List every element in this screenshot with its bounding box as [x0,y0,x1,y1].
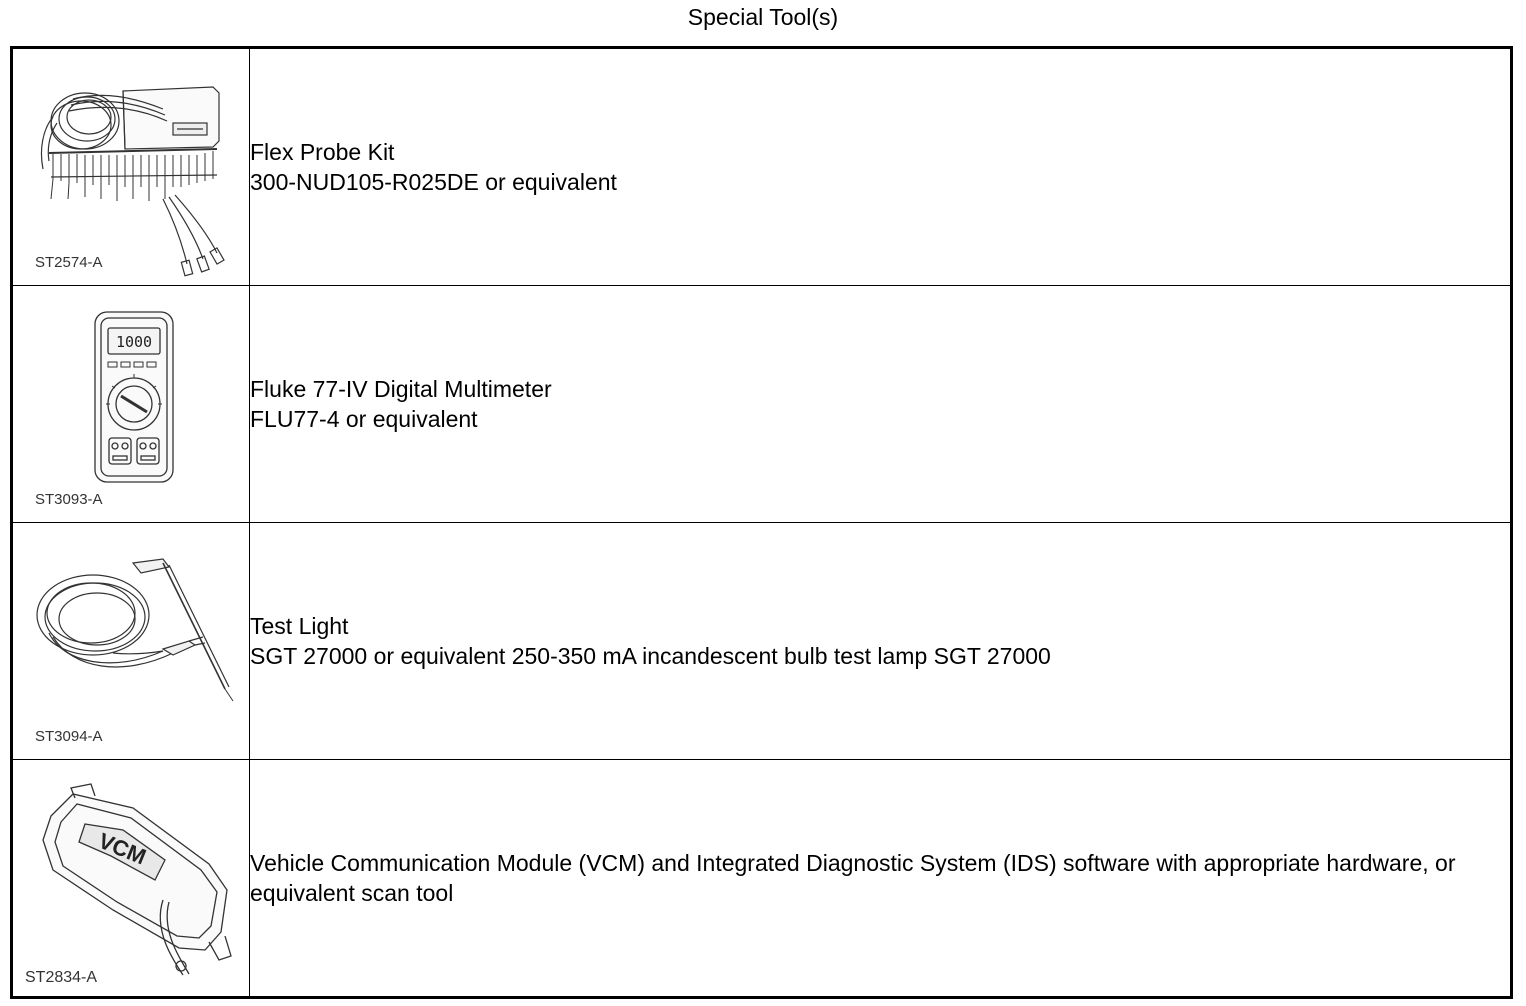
table-row [12,48,1512,286]
test-light-icon [13,523,249,759]
vcm-label: VCM [94,828,150,870]
tool-description [250,760,1512,998]
special-tools-table [10,46,1513,999]
tool-image-cell [12,286,250,523]
tool-image-cell [12,760,250,998]
multimeter-icon [13,286,249,522]
tool-code: ST2834-A [25,969,98,986]
tool-code: ST2574-A [35,254,103,271]
vcm-module-icon [13,760,249,996]
tool-description [250,48,1512,286]
tool-part-number: SGT 27000 or equivalent 250-350 mA incandescent bulb test lamp SGT 27000 [250,643,1051,669]
table-row [12,523,1512,760]
tool-name: Flex Probe Kit [250,139,395,165]
tool-code: ST3093-A [35,491,103,508]
multimeter-display: 1000 [115,333,153,351]
tool-name: Test Light [250,613,349,639]
tool-code: ST3094-A [35,728,103,745]
tool-image-cell [12,48,250,286]
tool-part-number: FLU77-4 or equivalent [250,406,478,432]
tool-part-number: 300-NUD105-R025DE or equivalent [250,169,617,195]
tool-image-cell [12,523,250,760]
page-title: Special Tool(s) [687,4,839,30]
flex-probe-kit-icon [13,49,249,285]
table-row [12,760,1512,998]
table-row [12,286,1512,523]
tool-description [250,286,1512,523]
tool-name: Fluke 77-IV Digital Multimeter [250,376,552,402]
tool-name: Vehicle Communication Module (VCM) and Integrated Diagnostic System (IDS) software with appropriate hardware, or equivalent scan tool [250,850,1456,906]
tool-description [250,523,1512,760]
